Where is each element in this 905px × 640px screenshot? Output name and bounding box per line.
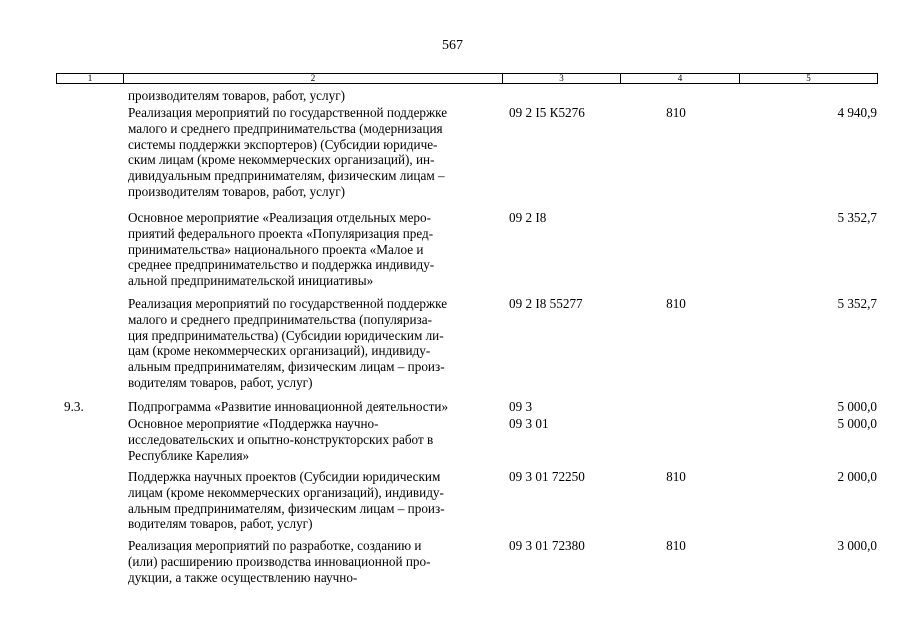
- description-line: среднее предпринимательство и поддержка индивиду-: [128, 257, 435, 273]
- header-col-4: 4: [677, 73, 683, 83]
- description-line: дукции, а также осуществлению научно-: [128, 569, 358, 585]
- row-amount: 3 000,0: [837, 538, 877, 553]
- description-line: исследовательских и опытно-конструкторских работ в: [128, 431, 434, 447]
- header-col-1: 1: [87, 73, 93, 83]
- description-line: Поддержка научных проектов (Субсидии юридическим: [128, 469, 441, 484]
- table-header: [56, 73, 878, 84]
- row-amount: 5 000,0: [837, 399, 877, 414]
- row-type: 810: [666, 538, 686, 553]
- description-line: принимательства» национального проекта «Малое и: [128, 241, 424, 257]
- description-line: водителям товаров, работ, услуг): [128, 516, 313, 532]
- row-description: [128, 469, 504, 532]
- description-line: малого и среднего предпринимательства (популяриза-: [128, 311, 432, 327]
- description-line: альной предпринимательской инициативы»: [128, 273, 374, 289]
- description-line: производителям товаров, работ, услуг): [128, 183, 345, 199]
- row-code: 09 2 I5 К5276: [509, 105, 585, 120]
- row-amount: 5 000,0: [837, 416, 877, 431]
- row-description: [128, 105, 504, 200]
- description-line: системы поддержки экспортеров) (Субсидии юридиче-: [128, 136, 438, 152]
- row-code: 09 2 I8 55277: [509, 296, 583, 311]
- page-number: 567: [442, 38, 463, 53]
- row-amount: 2 000,0: [837, 469, 877, 484]
- row-amount: 4 940,9: [837, 105, 877, 120]
- row-amount: 5 352,7: [837, 210, 877, 225]
- row-type: 810: [666, 296, 686, 311]
- row-description: [128, 210, 504, 289]
- description-line: ским лицам (кроме некоммерческих организаций), ин-: [128, 152, 435, 168]
- description-line: Основное мероприятие «Реализация отдельных меро-: [128, 210, 432, 225]
- description-line: производителям товаров, работ, услуг): [128, 88, 345, 103]
- row-code: 09 3: [509, 399, 533, 414]
- description-line: приятий федерального проекта «Популяризация пред-: [128, 225, 434, 241]
- description-line: ция предпринимательства) (Субсидии юридическим ли-: [128, 327, 444, 343]
- row-code: 09 2 I8: [509, 210, 547, 225]
- row-number: 9.3.: [64, 399, 84, 414]
- description-line: водителям товаров, работ, услуг): [128, 374, 313, 390]
- row-description: [128, 296, 504, 391]
- row-description: [128, 88, 504, 104]
- header-col-2: 2: [310, 73, 316, 83]
- row-description: [128, 399, 504, 415]
- row-code: 09 3 01 72250: [509, 469, 585, 484]
- row-amount: 5 352,7: [837, 296, 877, 311]
- header-col-5: 5: [806, 73, 811, 83]
- row-code: 09 3 01 72380: [509, 538, 585, 553]
- description-line: Основное мероприятие «Поддержка научно-: [128, 416, 379, 431]
- description-line: альным предпринимателям, физическим лицам – произ-: [128, 500, 445, 516]
- description-line: Реализация мероприятий по государственной поддержке: [128, 105, 448, 120]
- description-line: цам (кроме некоммерческих организаций), индивиду-: [128, 343, 431, 359]
- row-code: 09 3 01: [509, 416, 549, 431]
- description-line: (или) расширению производства инновационной про-: [128, 553, 431, 569]
- header-col-3: 3: [559, 73, 564, 83]
- description-line: Реализация мероприятий по разработке, созданию и: [128, 538, 422, 553]
- row-type: 810: [666, 105, 686, 120]
- description-line: лицам (кроме некоммерческих организаций), индивиду-: [128, 484, 444, 500]
- row-type: 810: [666, 469, 686, 484]
- description-line: малого и среднего предпринимательства (модернизация: [128, 120, 443, 136]
- description-line: Реализация мероприятий по государственной поддержке: [128, 296, 448, 311]
- description-line: альным предпринимателям, физическим лицам – произ-: [128, 359, 445, 375]
- row-description: [128, 538, 504, 585]
- description-line: дивидуальным предпринимателям, физическим лицам –: [128, 168, 445, 184]
- description-line: Подпрограмма «Развитие инновационной деятельности»: [128, 399, 449, 414]
- description-line: Республике Карелия»: [128, 447, 250, 463]
- row-description: [128, 416, 504, 463]
